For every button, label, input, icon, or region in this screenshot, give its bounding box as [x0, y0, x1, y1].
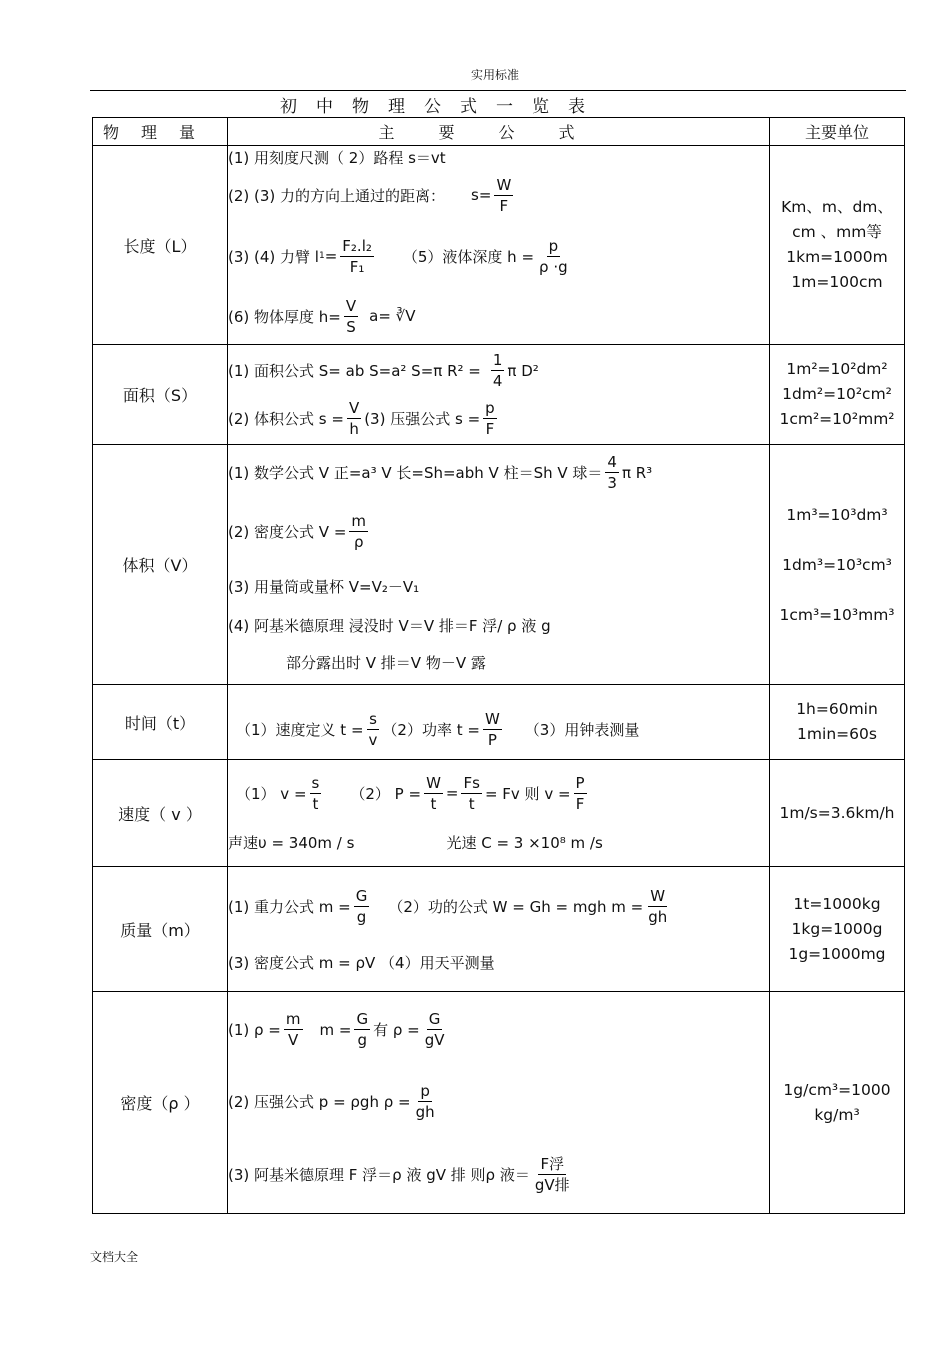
numerator: 4: [607, 453, 617, 471]
formula-line: [228, 497, 769, 567]
fraction: [605, 452, 619, 493]
denominator: gh: [415, 1103, 435, 1121]
unit-cell: [770, 445, 905, 685]
numerator: p: [420, 1082, 430, 1100]
formula-line: (3) (4) 力臂 l 1 = $\frac{\text{F₂.l₂}}{\text{F₁}}$ （5）液体深度 h = $\frac{p}{\rho \cdot g}$: [228, 236, 568, 276]
denominator: F: [575, 794, 585, 813]
fraction: [424, 773, 443, 814]
unit-text: 1m³=10³dm³: [786, 505, 888, 524]
formula-cell: [228, 760, 770, 867]
fraction: [310, 773, 322, 814]
fraction: [646, 886, 669, 927]
denominator: 4: [492, 372, 503, 390]
unit-text: 1dm³=10³cm³: [782, 555, 892, 574]
quantity-name: 长度（L）: [93, 146, 228, 345]
formula-text: （2）功率 t =: [382, 720, 480, 739]
denominator: h: [349, 420, 359, 438]
formula-cell: [228, 992, 770, 1214]
fraction: [461, 773, 481, 814]
fraction: [349, 511, 368, 552]
formula-text: (3) 压强公式 s =: [364, 410, 481, 428]
formula-text: (3) 密度公式 m = ρV （4）用天平测量: [228, 953, 495, 972]
page-footer: 文档大全: [90, 1250, 139, 1264]
unit-text: 1kg=1000g: [791, 919, 883, 938]
numerator: p: [548, 236, 559, 255]
fraction: [284, 1009, 303, 1050]
denominator: 3: [607, 474, 617, 492]
formula-line: [228, 645, 769, 681]
unit-text: 1h=60min: [796, 700, 878, 718]
unit-cell: [770, 685, 905, 760]
column-header-formula: 主要公式: [228, 118, 770, 146]
numerator: V: [345, 296, 357, 315]
formula-text: 部分露出时 V 排＝V 物－V 露: [286, 654, 486, 672]
unit-cell: [770, 992, 905, 1214]
numerator: Fs: [463, 773, 480, 792]
numerator: W: [496, 175, 512, 194]
fraction: [483, 709, 502, 750]
unit-text: Km、m、dm、: [781, 198, 893, 216]
quantity-name: 面积（S）: [93, 345, 228, 445]
denominator: gV: [424, 1031, 445, 1049]
page-header: 实用标准: [470, 68, 519, 82]
unit-cell: [770, 345, 905, 445]
unit-text: cm 、mm等: [792, 223, 882, 241]
fraction: [491, 350, 505, 391]
numerator: W: [426, 773, 441, 792]
numerator: F₂.l₂: [342, 236, 372, 255]
formula-line: [228, 449, 769, 497]
denominator: P: [487, 730, 497, 749]
formula-line: [228, 607, 769, 645]
denominator: t: [312, 794, 319, 813]
fraction: [354, 1009, 370, 1050]
formula-text: (2) 压强公式 p = ρgh ρ =: [228, 1093, 411, 1111]
unit-text: 1g=1000mg: [788, 944, 886, 963]
unit-text: 1min=60s: [797, 725, 877, 743]
formula-text: (1) 用刻度尺测（ 2）路程 s＝vt: [228, 148, 446, 167]
numerator: p: [485, 399, 495, 417]
formula-text: m =: [319, 1020, 352, 1039]
denominator: t: [430, 794, 437, 813]
denominator: V: [288, 1031, 299, 1049]
formula-text: a= ∛V: [369, 307, 416, 325]
formula-text: (1) 面积公式 S= ab S=a² S=π R² =: [228, 362, 481, 380]
unit-text: 1g/cm³=1000: [783, 1080, 891, 1099]
formula-text: (6) 物体厚度 h=: [228, 307, 341, 326]
formula-line: [228, 1064, 769, 1140]
unit-text: 1t=1000kg: [793, 894, 881, 913]
denominator: gV排: [534, 1176, 570, 1194]
unit-text: 1km=1000m: [786, 248, 888, 266]
formula-cell: [228, 445, 770, 685]
denominator: gh: [648, 907, 668, 926]
formula-text: s=: [471, 186, 492, 204]
numerator: V: [348, 399, 360, 417]
numerator: s: [311, 773, 320, 792]
numerator: W: [650, 886, 666, 905]
formula-line: [228, 347, 769, 395]
numerator: F浮: [540, 1155, 565, 1173]
formula-line: [228, 147, 769, 167]
formula-text: (4) 阿基米德原理 浸没时 V＝V 排＝F 浮/ ρ 液 g: [228, 617, 551, 635]
formula-cell: [228, 146, 770, 345]
unit-cell: [770, 867, 905, 992]
denominator: g: [356, 907, 367, 926]
formula-text: (2) 体积公式 s =: [228, 410, 344, 428]
fraction: [537, 236, 570, 277]
unit-text: 1cm³=10³mm³: [779, 605, 895, 624]
formula-line: [228, 822, 769, 862]
formula-cell: [228, 867, 770, 992]
unit-text: 1m/s=3.6km/h: [779, 803, 895, 822]
fraction: [533, 1154, 572, 1195]
formula-text: 有 ρ =: [373, 1021, 420, 1039]
denominator: v: [368, 730, 378, 749]
denominator: t: [468, 794, 475, 813]
formula-text: (3) (4) 力臂 l: [228, 247, 319, 266]
table-row-speed: [93, 760, 905, 867]
unit-text: 1m²=10²dm²: [786, 360, 888, 378]
header-rule: [90, 90, 906, 91]
unit-text: 1dm²=10²cm²: [782, 385, 892, 403]
fraction: [344, 296, 358, 337]
column-header-quantity: 物理量: [93, 118, 228, 146]
denominator: S: [346, 317, 356, 336]
table-row-length: [93, 146, 905, 345]
formula-text: (2) (3) 力的方向上通过的距离：: [228, 186, 446, 205]
formula-line: [228, 685, 769, 759]
formula-line: [228, 289, 769, 343]
formula-text: （1）速度定义 t =: [236, 720, 364, 739]
fraction: [483, 398, 497, 439]
formula-text: π D²: [507, 361, 539, 380]
table-row-mass: [93, 867, 905, 992]
formula-text: 光速 C = 3 ×10⁸ m /s: [446, 833, 603, 852]
quantity-name: 速度（ v ）: [93, 760, 228, 867]
quantity-name: 密度（ρ ）: [93, 992, 228, 1214]
numerator: G: [428, 1010, 441, 1028]
denominator: ρ ·g: [539, 257, 568, 276]
numerator: s: [369, 709, 377, 728]
formula-text: (2) 密度公式 V =: [228, 523, 347, 541]
numerator: m: [285, 1010, 301, 1028]
table-header-row: [93, 118, 905, 146]
formula-text: = Fv 则 v =: [484, 784, 571, 803]
formula-cell: [228, 345, 770, 445]
formula-text: （3）用钟表测量: [524, 720, 640, 739]
fraction: [574, 773, 587, 814]
fraction: [367, 709, 380, 750]
formula-text: （5）液体深度 h =: [402, 247, 535, 266]
formula-text: =: [324, 247, 338, 265]
quantity-name: 质量（m）: [93, 867, 228, 992]
table-row-time: [93, 685, 905, 760]
numerator: W: [484, 709, 500, 728]
formula-line: [228, 939, 769, 985]
formula-table: [92, 117, 905, 1214]
formula-cell: [228, 685, 770, 760]
quantity-name: 体积（V）: [93, 445, 228, 685]
quantity-name: 时间（t）: [93, 685, 228, 760]
formula-line: [228, 395, 769, 443]
fraction: [354, 886, 370, 927]
document-title: 初中物理公式一览表: [280, 97, 604, 117]
numerator: 1: [492, 351, 503, 369]
numerator: G: [355, 886, 368, 905]
denominator: g: [357, 1031, 368, 1049]
column-header-unit: 主要单位: [770, 118, 905, 146]
formula-line: [228, 567, 769, 607]
unit-text: 1cm²=10²mm²: [779, 410, 895, 428]
formula-text: (3) 用量筒或量杯 V=V₂－V₁: [228, 578, 420, 596]
formula-line: [228, 1140, 769, 1210]
unit-cell: [770, 760, 905, 867]
formula-text: (1) ρ =: [228, 1020, 281, 1039]
numerator: P: [575, 773, 585, 792]
formula-line: [228, 764, 769, 822]
table-row-area: [93, 345, 905, 445]
formula-text: π R³: [621, 463, 653, 482]
numerator: m: [351, 512, 367, 530]
denominator: F: [485, 420, 495, 438]
formula-text: （1） v =: [236, 784, 307, 803]
formula-text: (1) 重力公式 m =: [228, 897, 351, 916]
formula-text: （2）功的公式 W = Gh = mgh m =: [388, 897, 644, 916]
unit-text: kg/m³: [814, 1105, 860, 1124]
unit-text: 1m=100cm: [791, 273, 883, 291]
denominator: F: [499, 196, 509, 215]
formula-line: [228, 873, 769, 939]
denominator: ρ: [353, 533, 364, 551]
fraction: [340, 236, 374, 277]
numerator: G: [356, 1010, 369, 1028]
table-row-density: [93, 992, 905, 1214]
unit-cell: [770, 146, 905, 345]
fraction: [347, 398, 361, 439]
formula-text: (1) 数学公式 V 正=a³ V 长=Sh=abh V 柱＝Sh V 球＝: [228, 464, 603, 482]
formula-text: （2） P =: [350, 784, 422, 803]
table-row-volume: [93, 445, 905, 685]
fraction: [423, 1009, 447, 1050]
formula-line: [228, 167, 769, 223]
formula-line: [228, 996, 769, 1064]
formula-text: =: [445, 784, 459, 802]
formula-text: (3) 阿基米德原理 F 浮＝ρ 液 gV 排 则ρ 液＝: [228, 1166, 530, 1184]
fraction: [414, 1081, 437, 1122]
denominator: F₁: [349, 257, 365, 276]
formula-text: 声速υ = 340m / s: [228, 833, 355, 852]
fraction: [494, 175, 513, 216]
